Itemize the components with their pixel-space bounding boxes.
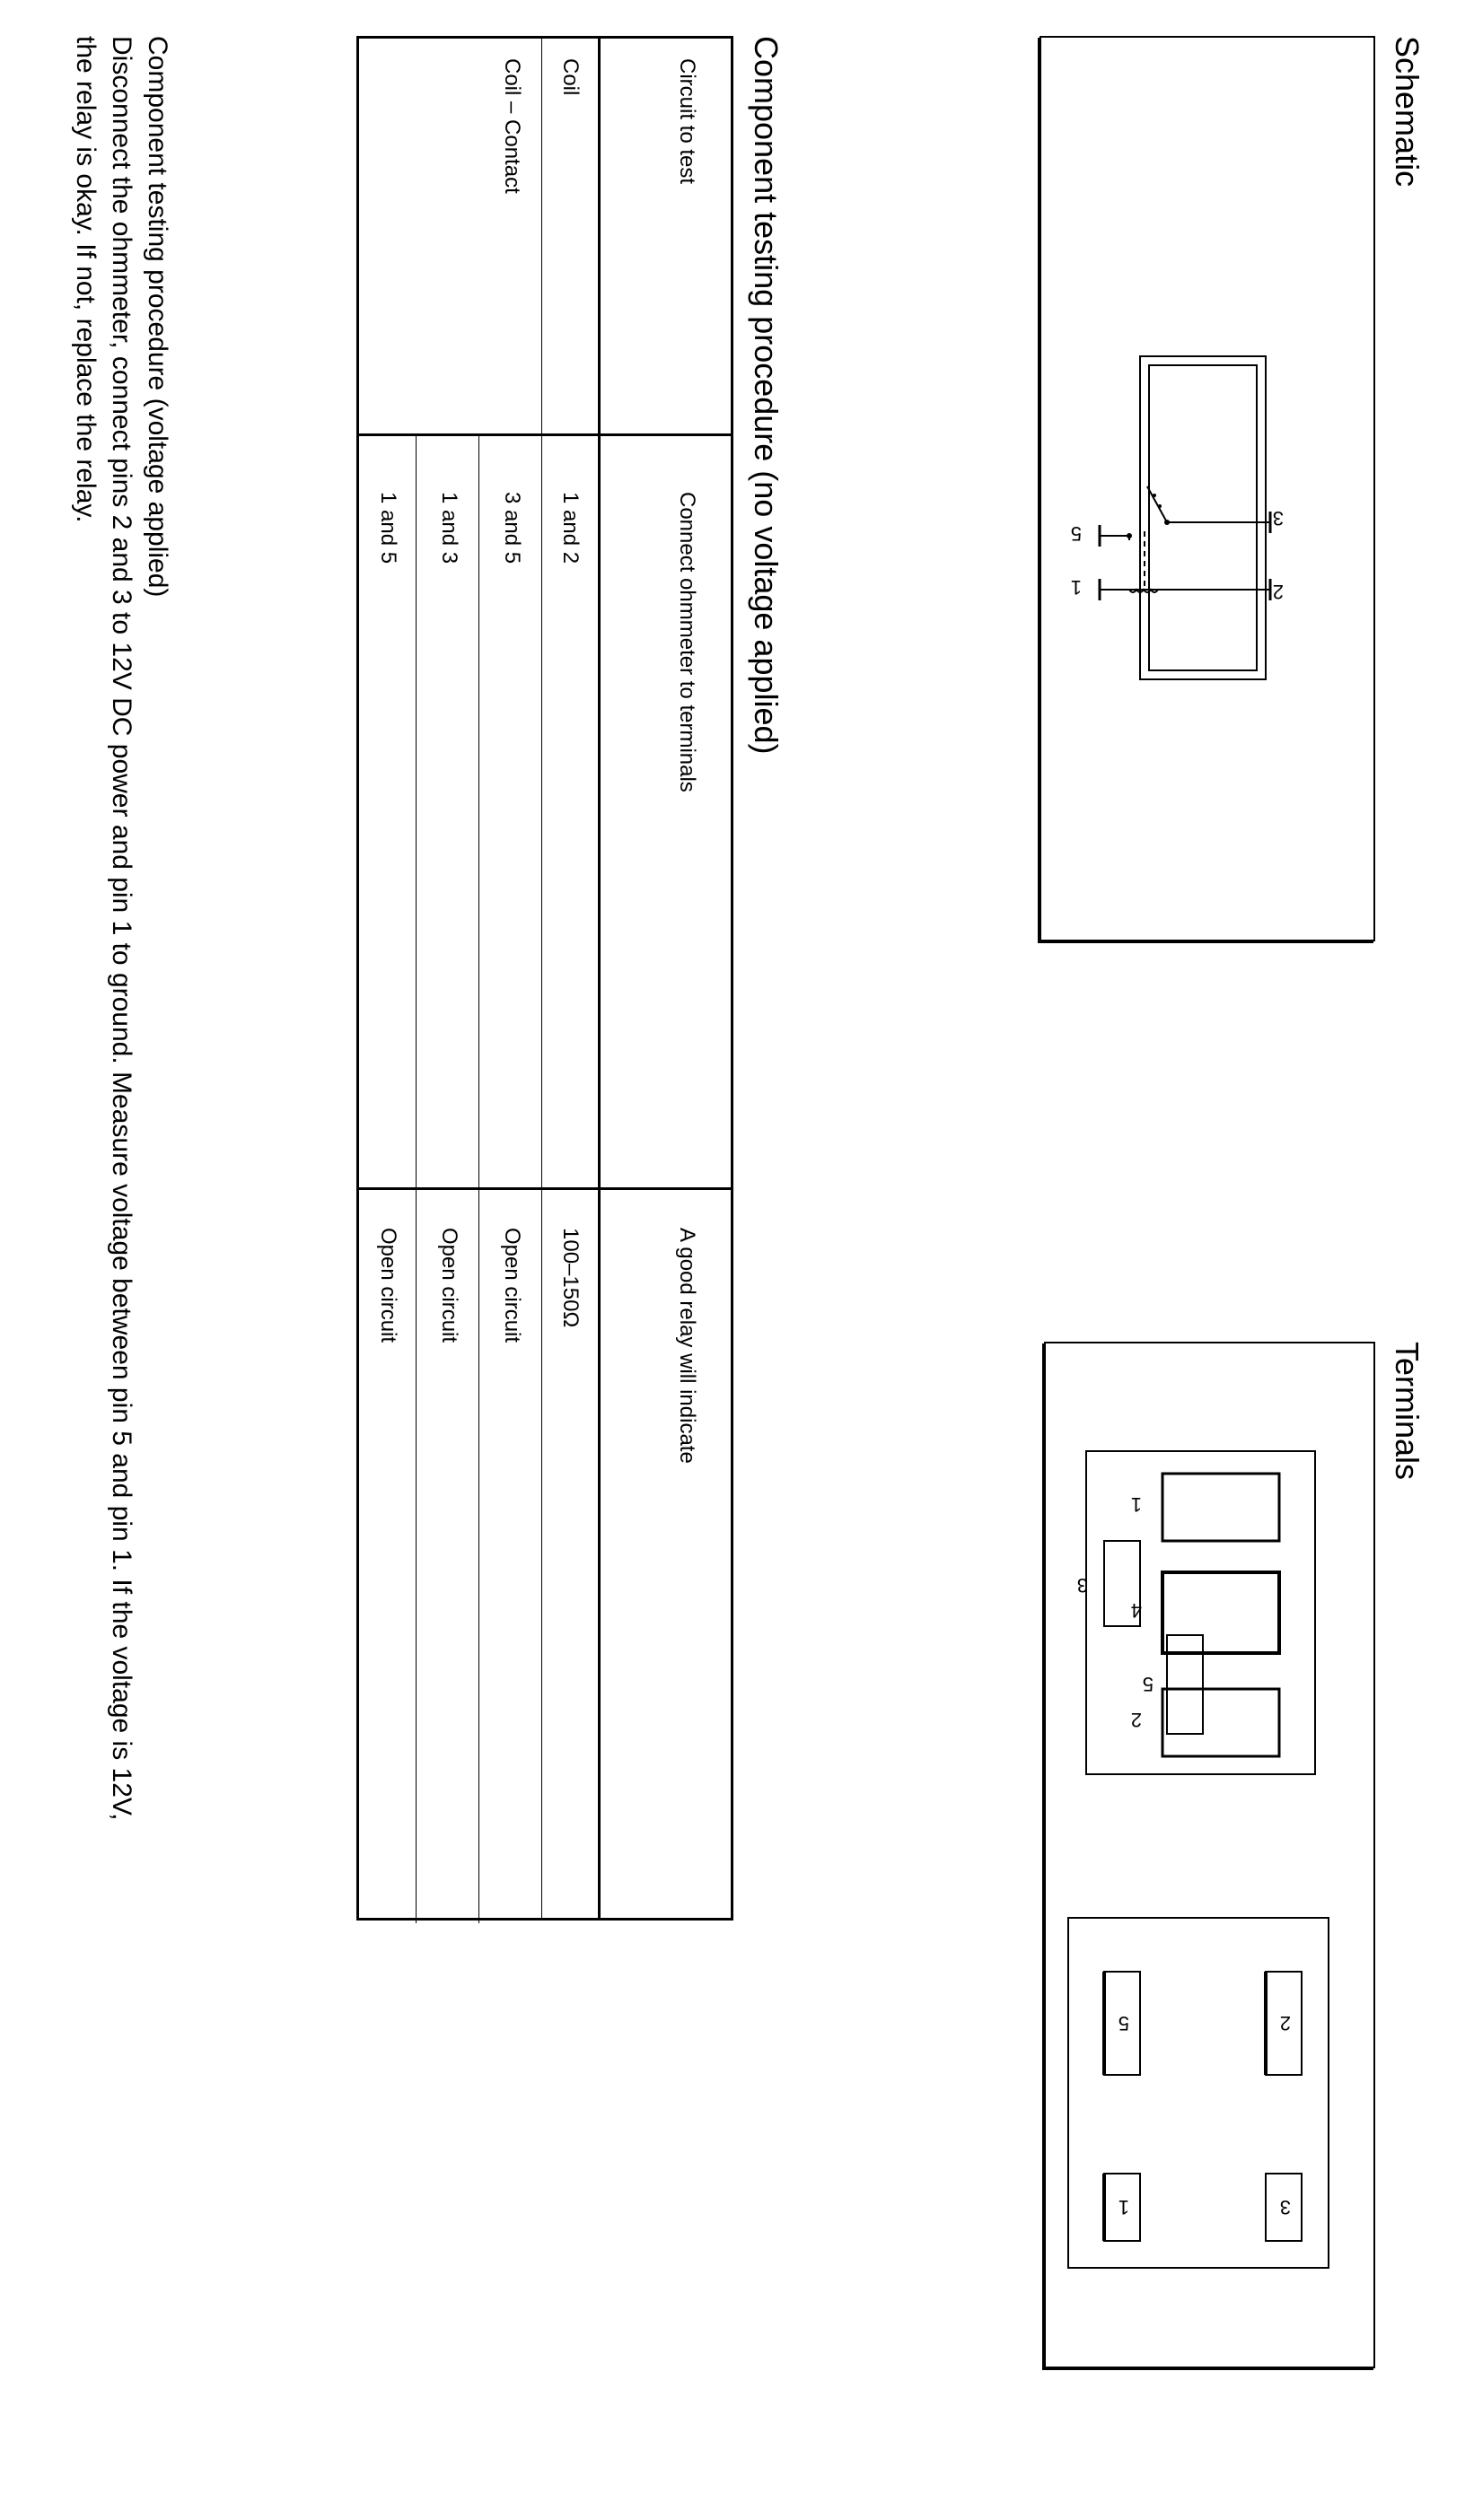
terminal-label: 3 <box>1076 1574 1088 1597</box>
table-row: 3 and 5 <box>500 492 524 564</box>
terminal-label: 5 <box>1142 1673 1154 1695</box>
voltage-applied-instructions-line-1: Disconnect the ohmmeter, connect pins 2 and 3 to 12V DC power and pin 1 to ground. Measure voltage between pin 5 and pin 1. If the voltage is 12V, <box>107 36 136 1821</box>
voltage-applied-instructions-line-2: the relay is okay. If not, replace the relay. <box>71 36 101 523</box>
table-row: 1 and 5 <box>376 492 400 564</box>
schematic-pin-label: 3 <box>1272 507 1284 529</box>
header-circuit: Circuit to test <box>675 58 699 185</box>
terminals-top-view <box>1077 1451 1315 1774</box>
terminal-label: 4 <box>1130 1599 1142 1622</box>
relay-terminals-diagram <box>1046 1343 1373 2367</box>
terminal-label: 2 <box>1130 1709 1142 1731</box>
voltage-applied-title: Component testing procedure (voltage applied) <box>143 36 172 598</box>
schematic-pin-label: 2 <box>1272 581 1284 603</box>
table-row: Coil – Contact <box>500 58 524 194</box>
terminal-label: 1 <box>1118 2196 1129 2218</box>
relay-schematic-diagram <box>1041 38 1373 940</box>
terminal-label: 5 <box>1118 2012 1129 2034</box>
terminals-bottom-view <box>1068 1918 1329 2268</box>
schematic-frame <box>1040 36 1375 941</box>
table-row: 1 and 3 <box>437 492 461 564</box>
table-row: 100–150Ω <box>558 1228 583 1328</box>
terminals-title: Terminals <box>1389 1342 1426 1481</box>
schematic-title: Schematic <box>1389 36 1426 188</box>
terminals-frame <box>1044 1342 1375 2368</box>
schematic-pin-label: 5 <box>1070 522 1082 545</box>
schematic-pin-label: 1 <box>1070 576 1082 599</box>
no-voltage-test-table <box>356 36 733 1921</box>
table-row: Coil <box>558 58 583 96</box>
terminal-label: 3 <box>1279 2196 1291 2218</box>
terminal-label: 2 <box>1279 2012 1291 2034</box>
header-connect: Connect ohmmeter to terminals <box>675 492 699 792</box>
no-voltage-title: Component testing procedure (no voltage applied) <box>748 36 785 755</box>
table-row: Open circuit <box>376 1228 400 1343</box>
terminal-label: 1 <box>1130 1493 1142 1516</box>
table-row: Open circuit <box>437 1228 461 1343</box>
table-row: 1 and 2 <box>558 492 583 564</box>
table-row: Open circuit <box>500 1228 524 1343</box>
header-indicate: A good relay will indicate <box>675 1228 699 1464</box>
